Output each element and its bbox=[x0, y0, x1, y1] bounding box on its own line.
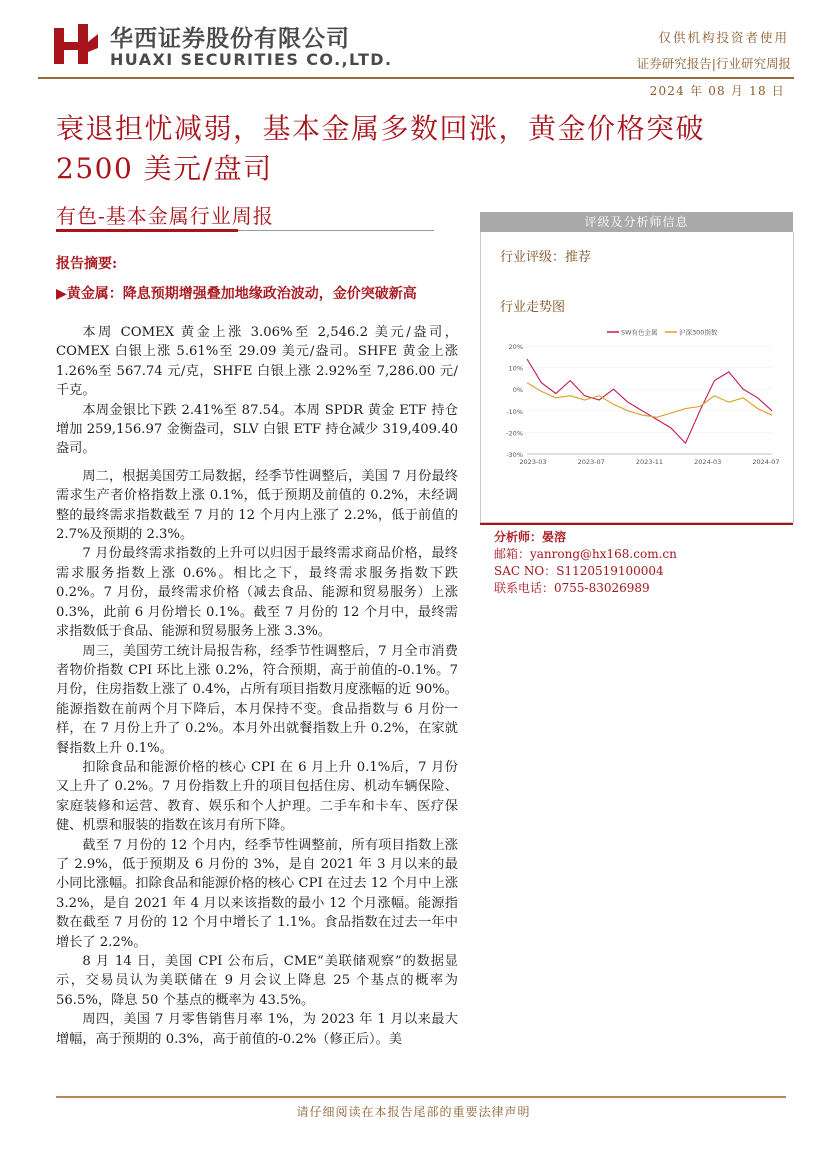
x-tick-label: 2023-11 bbox=[635, 458, 664, 466]
company-name-cn: 华西证券股份有限公司 bbox=[110, 26, 350, 52]
y-tick-label: 20% bbox=[508, 343, 523, 351]
company-name-en: HUAXI SECURITIES CO.,LTD. bbox=[110, 50, 393, 69]
y-tick-label: 0% bbox=[512, 386, 523, 395]
x-tick-label: 2023-07 bbox=[577, 458, 605, 466]
x-tick-label: 2023-03 bbox=[519, 458, 547, 466]
analyst-divider bbox=[480, 523, 793, 525]
y-tick-label: 10% bbox=[508, 364, 523, 373]
footer-divider bbox=[56, 1096, 786, 1098]
report-title: 衰退担忧减弱，基本金属多数回涨，黄金价格突破 2500 美元/盘司 bbox=[56, 112, 706, 185]
subtitle-underline bbox=[238, 230, 434, 231]
section-heading: ▶黄金属：降息预期增强叠加地缘政治波动，金价突破新高 bbox=[56, 286, 417, 302]
x-tick-label: 2024-03 bbox=[694, 458, 722, 466]
legend-label: 沪深300指数 bbox=[679, 328, 718, 337]
paragraph: 周四，美国 7 月零售销售月率 1%，为 2023 年 1 月以来最大增幅，高于预期的 0.3%，高于前值的-0.2%（修正后）。美 bbox=[56, 1012, 458, 1047]
legal-notice: 请仔细阅读在本报告尾部的重要法律声明 bbox=[296, 1105, 531, 1119]
paragraph: 扣除食品和能源价格的核心 CPI 在 6 月上升 0.1%后，7 月份又上升了 0.2%。7 月份指数上升的项目包括住房、机动车辆保险、家庭装修和运营、教育、娱乐和个人护理。二手车和卡车、医疗保健、机票和服装的指数在该月有所下降。 bbox=[56, 759, 458, 834]
paragraph: 周二，根据美国劳工局数据，经季节性调整后，美国 7 月份最终需求生产者价格指数上涨 0.1%，低于预期及前值的 0.2%，未经调整的最终需求指数截至 7 月的 12 个月内上涨了 2.2%，低于前值的 2.7%及预期的 2.3%。 bbox=[56, 468, 458, 543]
paragraph: 周三，美国劳工统计局报告称，经季节性调整后，7 月全市消费者物价指数 CPI 环比上涨 0.2%，符合预期，高于前值的-0.1%。7 月份，住房指数上涨了 0.4%，占所有项目指数月度涨幅的近 90%。能源指数在前两个月下降后，本月保持不变。食品指数与 6 月份一样，在 7 月份上升了 0.2%。本月外出就餐指数上升 0.2%，在家就餐指数上升 0.1%。 bbox=[56, 643, 458, 756]
series-line bbox=[527, 383, 772, 418]
y-tick-label: -30% bbox=[506, 451, 523, 459]
subtitle-underline-accent bbox=[56, 229, 238, 232]
industry-trend-chart bbox=[497, 320, 780, 470]
paragraph: 8 月 14 日，美国 CPI 公布后，CME“美联储观察”的数据显示，交易员认为美联储在 9 月会议上降息 25 个基点的概率为 56.5%，降息 50 个基点的概率为 43.5%。 bbox=[56, 954, 458, 1008]
series-line bbox=[527, 359, 772, 443]
report-subtitle: 有色-基本金属行业周报 bbox=[56, 204, 274, 228]
header-divider bbox=[38, 77, 794, 79]
trend-chart-label: 行业走势图 bbox=[500, 300, 566, 315]
usage-note: 仅供机构投资者使用 bbox=[658, 30, 789, 45]
paragraph: 本周 COMEX 黄金上涨 3.06%至 2,546.2 美元/盎司，COMEX 白银上涨 5.61%至 29.09 美元/盎司。SHFE 黄金上涨 1.26%至 567.74 元/克，SHFE 白银上涨 2.92%至 7,286.00 元/千克。 bbox=[56, 325, 458, 399]
huaxi-logo-icon bbox=[52, 22, 98, 68]
analyst-phone: 联系电话：0755-83026989 bbox=[494, 581, 650, 595]
report-date: 2024 年 08 月 18 日 bbox=[649, 84, 785, 98]
y-tick-label: -10% bbox=[506, 407, 523, 416]
abstract-body bbox=[56, 323, 458, 1049]
legend-label: SW有色金属 bbox=[621, 328, 658, 337]
report-type: 证券研究报告|行业研究周报 bbox=[636, 56, 791, 71]
x-tick-label: 2024-07 bbox=[752, 458, 780, 466]
abstract-label: 报告摘要: bbox=[56, 256, 118, 272]
paragraph: 7 月份最终需求指数的上升可以归因于最终需求商品价格，最终需求服务指数上涨 0.6%。相比之下，最终需求服务指数下跌 0.2%。7 月份，最终需求价格（减去食品、能源和贸易服务）上涨 0.3%，此前 6 月份增长 0.1%。截至 7 月份的 12 个月中，最终需求指数低于食品、能源和贸易服务上涨 3.3%。 bbox=[56, 546, 458, 640]
y-tick-label: -20% bbox=[506, 429, 523, 438]
industry-rating: 行业评级：推荐 bbox=[500, 250, 592, 265]
sidebar-header: 评级及分析师信息 bbox=[480, 212, 793, 232]
analyst-name: 分析师：晏溶 bbox=[494, 530, 567, 544]
analyst-email: 邮箱：yanrong@hx168.com.cn bbox=[494, 547, 677, 561]
paragraph: 截至 7 月份的 12 个月内，经季节性调整前，所有项目指数上涨了 2.9%，低于预期及 6 月份的 3%，是自 2021 年 3 月以来的最小同比涨幅。扣除食品和能源价格的核心 CPI 在过去 12 个月中上涨 3.2%，是自 2021 年 4 月以来该指数的最小 12 个月涨幅。能源指数在截至 7 月份的 12 个月中增长了 1.1%。食品指数在过去一年中增长了 2.2%。 bbox=[56, 837, 458, 950]
analyst-sac-number: SAC NO：S1120519100004 bbox=[494, 564, 664, 578]
paragraph: 本周金银比下跌 2.41%至 87.54。本周 SPDR 黄金 ETF 持仓增加 259,156.97 金衡盎司，SLV 白银 ETF 持仓减少 319,409.40 盎司。 bbox=[56, 402, 458, 457]
